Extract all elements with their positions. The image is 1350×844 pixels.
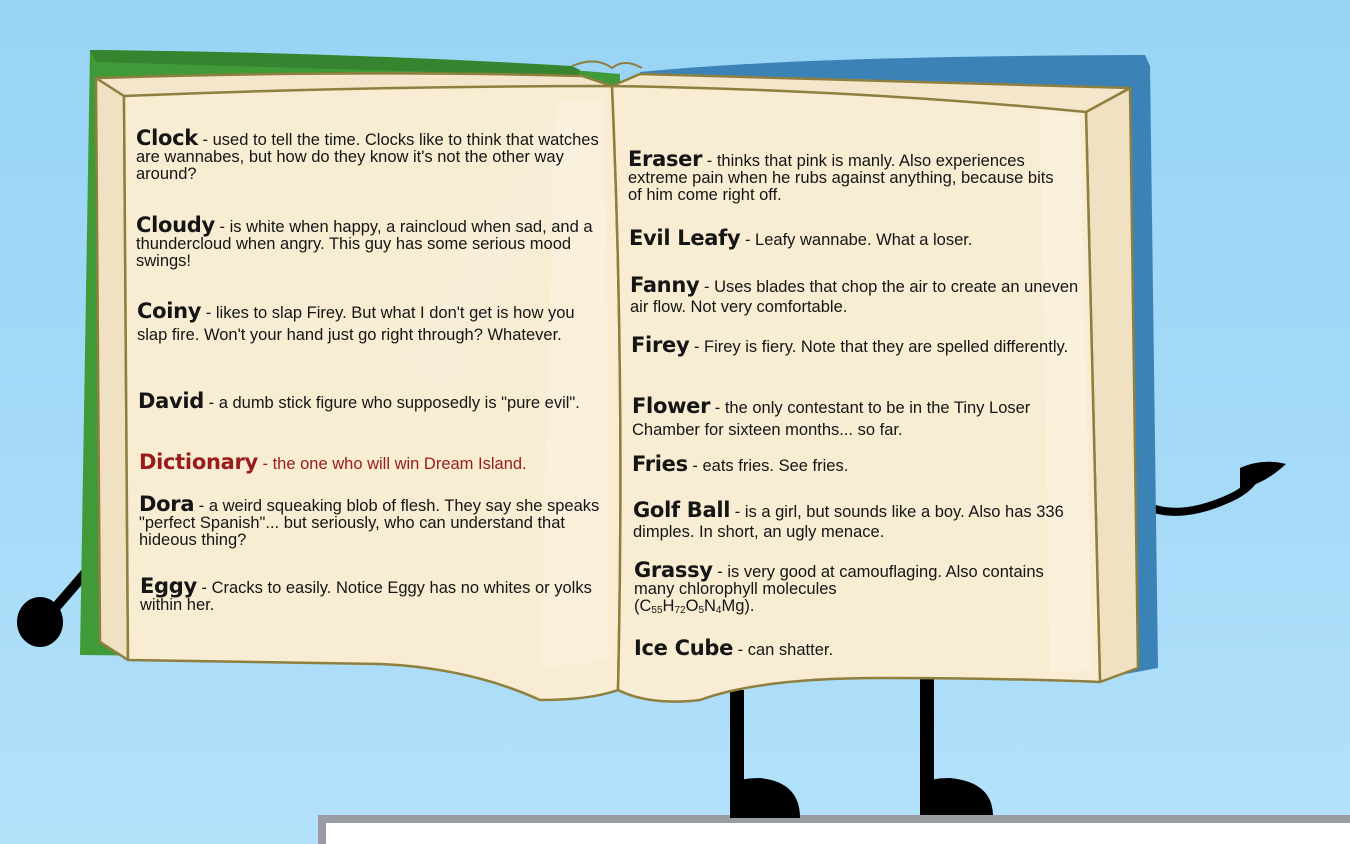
entry-name: Ice Cube xyxy=(634,636,734,660)
entry-name: Dictionary xyxy=(139,450,258,474)
page-edge-left xyxy=(96,78,128,660)
entry-description: - Uses blades that chop the air to create an uneven air flow. Not very comfortable. xyxy=(630,278,1079,316)
entry-description: - used to tell the time. Clocks like to think that watches are wannabes, but how do they know it's not the other way around? xyxy=(136,131,599,183)
entry-name: Cloudy xyxy=(136,213,215,237)
entry-description: - is very good at camouflaging. Also contains many chlorophyll molecules xyxy=(634,563,1044,598)
entry-name: Grassy xyxy=(634,558,713,582)
entry-name: Evil Leafy xyxy=(629,226,741,250)
entry-name: Fanny xyxy=(630,273,700,297)
entry-golf-ball xyxy=(633,500,1083,542)
entry-name: Clock xyxy=(136,126,198,150)
entry-coiny xyxy=(137,300,597,346)
entry-description: - a weird squeaking blob of flesh. They say she speaks "perfect Spanish"... but seriously, who can understand that hideous thing? xyxy=(139,497,600,549)
entry-description: - Firey is fiery. Note that they are spelled differently. xyxy=(693,338,1069,356)
entry-description: - likes to slap Firey. But what I don't get is how you slap fire. Won't your hand just go right through? Whatever. xyxy=(137,304,575,344)
entry-fries xyxy=(632,452,1072,476)
entry-description: - thinks that pink is manly. Also experiences extreme pain when he rubs against anything, because bits of him come right off. xyxy=(628,152,1054,204)
entry-name: Eraser xyxy=(628,147,703,171)
entry-cloudy xyxy=(136,213,596,270)
white-platform-top xyxy=(326,823,1350,844)
legs xyxy=(730,670,993,818)
entry-description: - the only contestant to be in the Tiny Loser Chamber for sixteen months... so far. xyxy=(632,399,1031,439)
entry-name: Fries xyxy=(632,452,688,476)
entry-description: - can shatter. xyxy=(737,641,834,659)
entry-name: Firey xyxy=(631,333,690,357)
entry-clock xyxy=(136,126,618,183)
entry-eggy xyxy=(140,574,618,614)
entry-description: - a dumb stick figure who supposedly is "pure evil". xyxy=(208,394,580,412)
entry-name: Flower xyxy=(632,394,711,418)
entry-flower xyxy=(632,395,1072,441)
entry-name: Golf Ball xyxy=(633,498,731,522)
entry-name: Dora xyxy=(139,492,195,516)
entry-david xyxy=(138,389,598,413)
chemical-formula: $(C_{55}H_{72}O_5N_4Mg)$. xyxy=(634,597,755,616)
left-arm xyxy=(17,570,88,647)
entry-firey xyxy=(631,334,1071,358)
entry-grassy xyxy=(634,558,1074,616)
entry-description: - is a girl, but sounds like a boy. Also has 336 dimples. In short, an ugly menace. xyxy=(633,503,1064,541)
entry-evil-leafy xyxy=(629,226,1069,250)
entry-description: - Leafy wannabe. What a loser. xyxy=(744,231,973,249)
entry-eraser xyxy=(628,147,1068,204)
entry-description: - Cracks to easily. Notice Eggy has no whites or yolks within her. xyxy=(140,579,592,614)
entry-name: David xyxy=(138,389,205,413)
entry-description: - is white when happy, a raincloud when sad, and a thundercloud when angry. This guy has some serious mood swings! xyxy=(136,218,593,270)
entry-dora xyxy=(139,492,621,549)
entry-name: Eggy xyxy=(140,574,197,598)
entry-ice-cube xyxy=(634,636,1074,660)
entry-description: - the one who will win Dream Island. xyxy=(262,455,527,473)
entry-name: Coiny xyxy=(137,299,202,323)
entry-description: - eats fries. See fries. xyxy=(692,457,849,475)
entry-dictionary xyxy=(139,450,614,474)
entry-fanny xyxy=(630,275,1080,317)
